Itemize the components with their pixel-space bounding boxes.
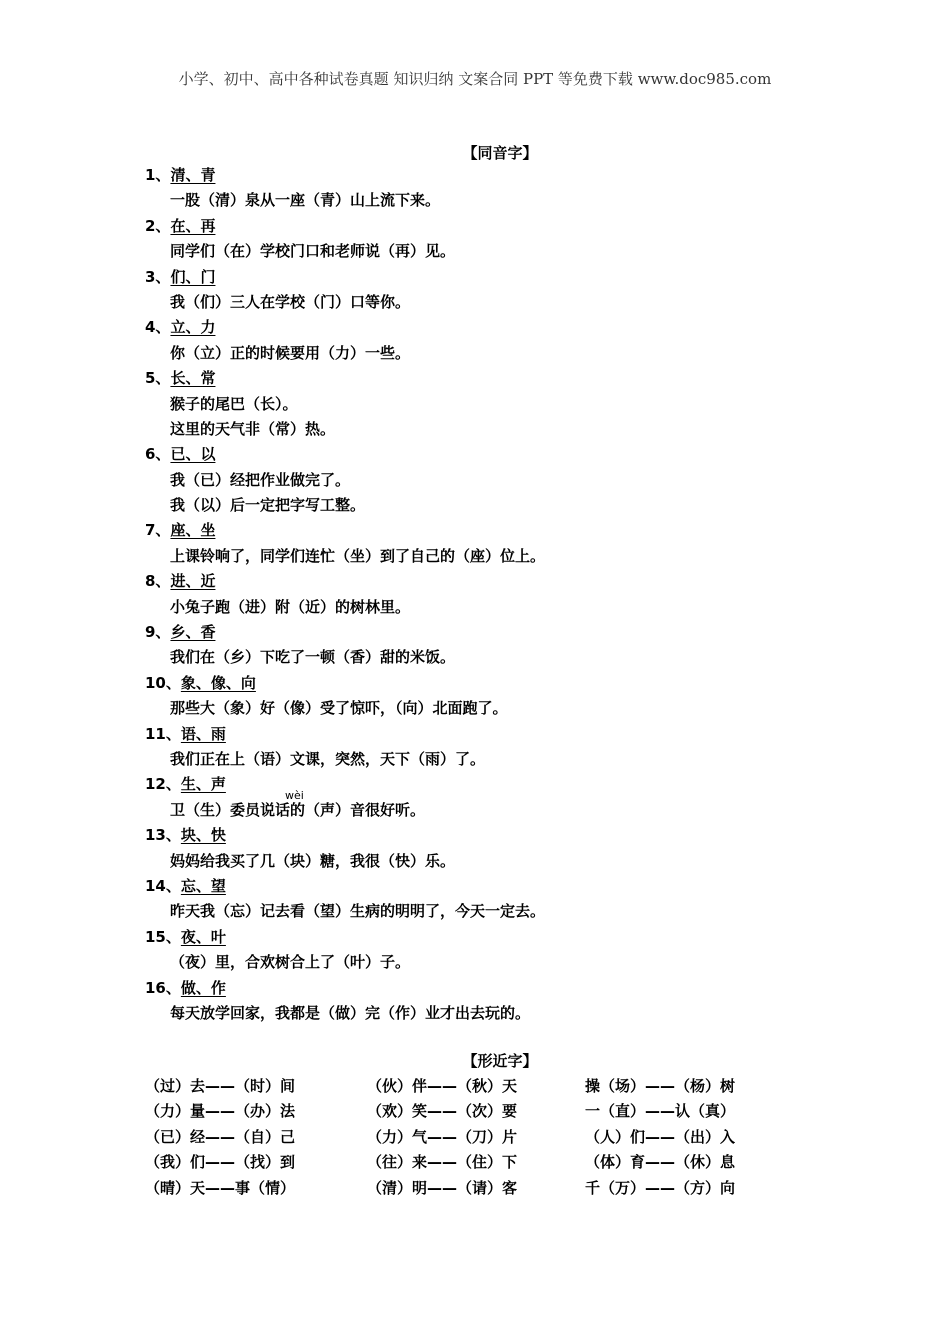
homophone-heading — [145, 976, 845, 1001]
homophone-chars: 块、快 — [180, 826, 226, 845]
example-sentence: 每天放学回家，我都是（做）完（作）业才出去玩的。 — [170, 1003, 531, 1022]
similar-pair: （清）明——（请）客 — [367, 1178, 518, 1197]
homophone-heading — [145, 265, 845, 290]
homophone-heading — [145, 163, 845, 188]
homophone-heading — [145, 874, 845, 899]
example-sentence: 昨天我（忘）记去看（望）生病的明明了，今天一定去。 — [170, 902, 546, 921]
example-sentence: 那些大（象）好（像）受了惊吓，（向）北面跑了。 — [170, 699, 508, 718]
homophone-heading — [145, 620, 845, 645]
example-sentence: 你（立）正的时候要用（力）一些。 — [170, 343, 411, 362]
example-sentence: 猴子的尾巴（长）。 — [170, 394, 298, 413]
homophone-chars: 座、坐 — [170, 521, 216, 540]
homophones-list — [145, 163, 845, 1026]
similar-chars-title: 【形近字】 — [462, 1052, 538, 1070]
similar-pair: （往）来——（住）下 — [367, 1153, 518, 1172]
homophone-heading — [145, 925, 845, 950]
item-number: 3、 — [145, 267, 171, 286]
item-number: 11、 — [145, 724, 181, 743]
homophone-heading — [145, 569, 845, 594]
similar-row — [145, 1150, 785, 1175]
item-number: 1、 — [145, 166, 171, 184]
similar-pair: （力）气——（刀）片 — [367, 1127, 518, 1146]
example-sentence: 我（以）后一定把字写工整。 — [170, 496, 366, 515]
homophone-heading — [145, 823, 845, 848]
item-number: 4、 — [145, 318, 171, 337]
similar-pair: （晴）天——事（情） — [145, 1178, 296, 1197]
item-number: 12、 — [145, 775, 181, 794]
item-number: 8、 — [145, 572, 171, 591]
homophone-chars: 象、像、向 — [180, 673, 256, 692]
homophone-chars: 已、以 — [170, 445, 216, 464]
page-header: 小学、初中、高中各种试卷真题 知识归纳 文案合同 PPT 等免费下载 www.doc985.com — [178, 70, 772, 88]
homophone-heading — [145, 315, 845, 340]
item-number: 10、 — [145, 673, 181, 692]
similar-pair: （欢）笑——（次）要 — [367, 1102, 518, 1121]
homophones-title: 【同音字】 — [462, 144, 538, 162]
homophone-heading — [145, 772, 845, 797]
similar-row — [145, 1176, 785, 1201]
homophone-chars: 语、雨 — [180, 724, 226, 743]
homophone-heading — [145, 671, 845, 696]
similar-row — [145, 1099, 785, 1124]
similar-pair: （人）们——（出）入 — [585, 1127, 736, 1146]
item-number: 2、 — [145, 216, 171, 235]
example-sentence: 小兔子跑（进）附（近）的树林里。 — [170, 597, 411, 616]
homophone-chars: 长、常 — [170, 369, 216, 388]
similar-pair: （过）去——（时）间 — [145, 1077, 296, 1095]
homophone-heading — [145, 722, 845, 747]
homophone-chars: 立、力 — [170, 318, 216, 337]
example-sentence: 我（们）三人在学校（门）口等你。 — [170, 292, 411, 311]
example-sentence: 上课铃响了，同学们连忙（坐）到了自己的（座）位上。 — [170, 546, 546, 565]
homophone-chars: 夜、叶 — [180, 927, 226, 946]
example-sentence: 一股（清）泉从一座（青）山上流下来。 — [170, 191, 441, 210]
homophone-heading — [145, 518, 845, 543]
similar-pair: 一（直）——认（真） — [585, 1102, 736, 1121]
homophone-chars: 们、门 — [170, 267, 216, 286]
pinyin-annotation: wèi — [285, 788, 304, 802]
similar-pair: 操（场）——（杨）树 — [585, 1077, 736, 1095]
homophone-heading — [145, 366, 845, 391]
item-number: 13、 — [145, 826, 181, 845]
example-sentence: 妈妈给我买了几（块）糖，我很（快）乐。 — [170, 851, 456, 870]
similar-pair: （已）经——（自）己 — [145, 1127, 296, 1146]
homophone-chars: 进、近 — [170, 572, 216, 591]
similar-pair: 千（万）——（方）向 — [585, 1178, 736, 1197]
homophone-chars: 乡、香 — [170, 623, 216, 642]
similar-row — [145, 1074, 785, 1099]
similar-pair: （伙）伴——（秋）天 — [367, 1077, 518, 1095]
similar-pair: （体）育——（休）息 — [585, 1153, 736, 1172]
example-sentence: 我（已）经把作业做完了。 — [170, 470, 351, 489]
example-sentence: 我们在（乡）下吃了一顿（香）甜的米饭。 — [170, 648, 456, 667]
homophone-chars: 做、作 — [180, 978, 226, 997]
item-number: 14、 — [145, 876, 181, 895]
item-number: 9、 — [145, 623, 171, 642]
homophone-heading — [145, 214, 845, 239]
example-sentence: 同学们（在）学校门口和老师说（再）见。 — [170, 242, 456, 261]
similar-row — [145, 1125, 785, 1150]
item-number: 7、 — [145, 521, 171, 540]
homophone-chars: 在、再 — [170, 216, 216, 235]
example-sentence: （夜）里，合欢树合上了（叶）子。 — [170, 953, 411, 972]
example-sentence: 这里的天气非（常）热。 — [170, 419, 336, 438]
homophone-heading — [145, 442, 845, 467]
homophone-chars: 清、青 — [170, 166, 216, 184]
homophone-chars: 生、声 — [180, 775, 226, 794]
item-number: 16、 — [145, 978, 181, 997]
similar-chars-table — [145, 1074, 785, 1201]
item-number: 6、 — [145, 445, 171, 464]
item-number: 15、 — [145, 927, 181, 946]
homophone-chars: 忘、望 — [180, 876, 226, 895]
example-sentence: 我们正在上（语）文课，突然，天下（雨）了。 — [170, 749, 486, 768]
similar-pair: （我）们——（找）到 — [145, 1153, 296, 1172]
example-sentence: 卫（生）委员说话的（声）音很好听。 wèi — [170, 788, 426, 819]
similar-pair: （力）量——（办）法 — [145, 1102, 296, 1121]
item-number: 5、 — [145, 369, 171, 388]
